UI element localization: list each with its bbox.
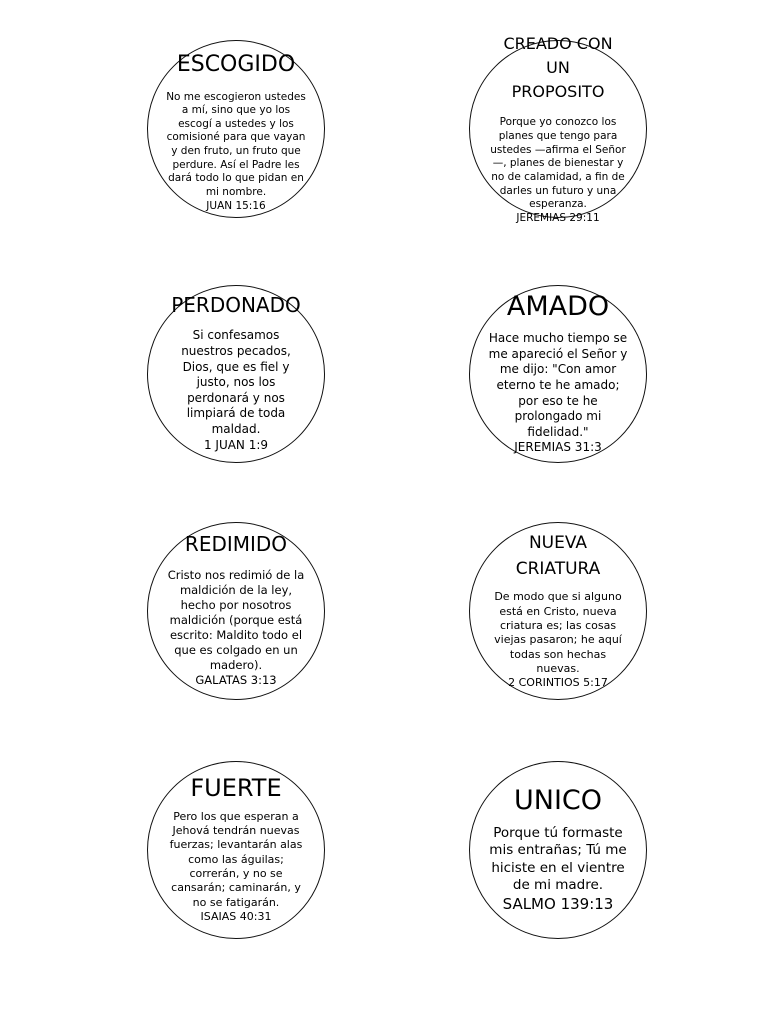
card-verse: Pero los que esperan a Jehová tendrán nuevas fuerzas; levantarán alas como las águilas; correrán, y no se cansarán; caminarán, y no se fatigarán. — [169, 809, 303, 909]
card-verse: Hace mucho tiempo se me apareció el Señor y me dijo: "Con amor eterno te he amado; por eso te he prolongado mi fidelidad." — [488, 331, 628, 439]
card-title: FUERTE — [190, 773, 282, 802]
card-verse: De modo que si alguno está en Cristo, nueva criatura es; las cosas viejas pasaron; he aquí todas son hechas nuevas. — [494, 590, 622, 675]
card-reference: JEREMIAS 31:3 — [514, 440, 602, 455]
card-reference: JEREMIAS 29:11 — [516, 211, 600, 224]
card-title: REDIMIDO — [184, 532, 288, 557]
card-title: UNICO — [513, 784, 603, 816]
card-verse: Si confesamos nuestros pecados, Dios, que es fiel y justo, nos los perdonará y nos limpiará de toda maldad. — [181, 328, 291, 436]
card-creado-con-un-proposito — [469, 34, 647, 224]
card-title: ESCOGIDO — [176, 51, 296, 77]
card-reference: GALATAS 3:13 — [195, 672, 277, 687]
card-reference: ISAIAS 40:31 — [200, 909, 272, 923]
card-verse: Porque yo conozco los planes que tengo para ustedes —afirma el Señor—, planes de bienestar y no de calamidad, a fin de darles un futuro y una esperanza. — [490, 116, 626, 211]
card-reference: 2 CORINTIOS 5:17 — [508, 676, 608, 690]
card-escogido — [147, 40, 325, 218]
card-verse: No me escogieron ustedes a mí, sino que yo los escogí a ustedes y los comisioné para que vayan y den fruto, un fruto que perdure. Así el Padre les dará todo lo que pidan en mi nombre. — [166, 90, 306, 198]
card-title: PERDONADO — [171, 292, 301, 317]
card-title: NUEVA CRIATURA — [515, 533, 601, 579]
card-reference: JUAN 15:16 — [206, 199, 266, 212]
card-verse: Porque tú formaste mis entrañas; Tú me hiciste en el vientre de mi madre. — [489, 824, 627, 894]
card-verse: Cristo nos redimió de la maldición de la ley, hecho por nosotros maldición (porque está escrito: Maldito todo el que es colgado en un madero). — [167, 568, 305, 672]
card-perdonado — [147, 285, 325, 463]
card-title: AMADO — [506, 291, 610, 323]
card-fuerte — [147, 761, 325, 939]
card-reference: 1 JUAN 1:9 — [203, 437, 269, 452]
card-nueva-criatura — [469, 522, 647, 700]
card-unico — [469, 761, 647, 939]
card-reference: SALMO 139:13 — [502, 894, 614, 913]
card-amado — [469, 285, 647, 463]
card-title: CREADO CON UN PROPOSITO — [503, 34, 613, 102]
card-redimido — [147, 522, 325, 700]
